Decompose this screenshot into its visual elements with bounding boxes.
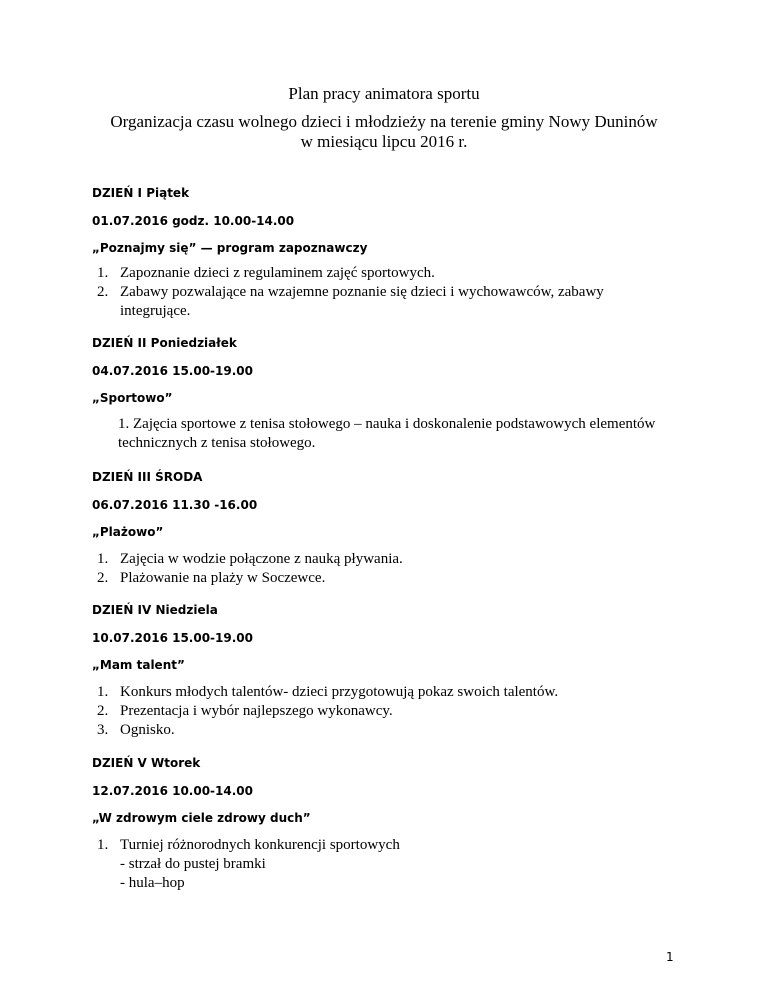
- list-number: 1.: [97, 551, 109, 567]
- list-number: 2.: [97, 703, 109, 719]
- day-2-item-1-continued: technicznych z tenisa stołowego.: [118, 435, 316, 451]
- day-3-date: 06.07.2016 11.30 -16.00: [92, 498, 258, 512]
- list-number: 1.: [97, 684, 109, 700]
- day-4-date: 10.07.2016 15.00-19.00: [92, 631, 253, 645]
- page-number: 1: [666, 950, 674, 964]
- day-2-date: 04.07.2016 15.00-19.00: [92, 364, 253, 378]
- day-4-item-2: Prezentacja i wybór najlepszego wykonawcy.: [120, 703, 393, 719]
- list-number: 2.: [97, 570, 109, 586]
- list-number: 3.: [97, 722, 109, 738]
- list-number: 1.: [97, 837, 109, 853]
- day-5-date: 12.07.2016 10.00-14.00: [92, 784, 253, 798]
- day-3-item-1: Zajęcia w wodzie połączone z nauką pływania.: [120, 551, 403, 567]
- day-2-heading: DZIEŃ II Poniedziałek: [92, 336, 237, 350]
- day-5-item-1: Turniej różnorodnych konkurencji sportowych: [120, 837, 400, 853]
- document-subtitle-line-1: Organizacja czasu wolnego dzieci i młodzieży na terenie gminy Nowy Duninów: [110, 112, 658, 131]
- day-5-subitem-2: - hula–hop: [120, 875, 185, 891]
- day-1-date: 01.07.2016 godz. 10.00-14.00: [92, 214, 295, 228]
- day-5-heading: DZIEŃ V Wtorek: [92, 756, 201, 770]
- day-4-item-3: Ognisko.: [120, 722, 175, 738]
- day-1-item-1: Zapoznanie dzieci z regulaminem zajęć sportowych.: [120, 265, 435, 281]
- day-1-item-2: Zabawy pozwalające na wzajemne poznanie się dzieci i wychowawców, zabawy: [120, 284, 604, 300]
- day-5-subitem-1: - strzał do pustej bramki: [120, 856, 266, 872]
- document-title: Plan pracy animatora sportu: [288, 84, 480, 103]
- list-number: 2.: [97, 284, 109, 300]
- day-1-program-name: „Poznajmy się” — program zapoznawczy: [92, 241, 368, 255]
- day-4-program-name: „Mam talent”: [92, 658, 185, 672]
- list-number: 1.: [97, 265, 109, 281]
- day-3-program-name: „Plażowo”: [92, 525, 164, 539]
- day-2-program-name: „Sportowo”: [92, 391, 173, 405]
- day-4-item-1: Konkurs młodych talentów- dzieci przygotowują pokaz swoich talentów.: [120, 684, 559, 700]
- day-5-program-name: „W zdrowym ciele zdrowy duch”: [92, 811, 311, 825]
- day-4-heading: DZIEŃ IV Niedziela: [92, 603, 218, 617]
- day-1-heading: DZIEŃ I Piątek: [92, 186, 190, 200]
- day-3-heading: DZIEŃ III ŚRODA: [92, 470, 203, 484]
- day-3-item-2: Plażowanie na plaży w Soczewce.: [120, 570, 326, 586]
- day-2-item-1: 1. Zajęcia sportowe z tenisa stołowego – nauka i doskonalenie podstawowych elementów: [118, 416, 656, 432]
- day-1-item-2-continued: integrujące.: [120, 303, 191, 319]
- document-subtitle-line-2: w miesiącu lipcu 2016 r.: [300, 132, 468, 151]
